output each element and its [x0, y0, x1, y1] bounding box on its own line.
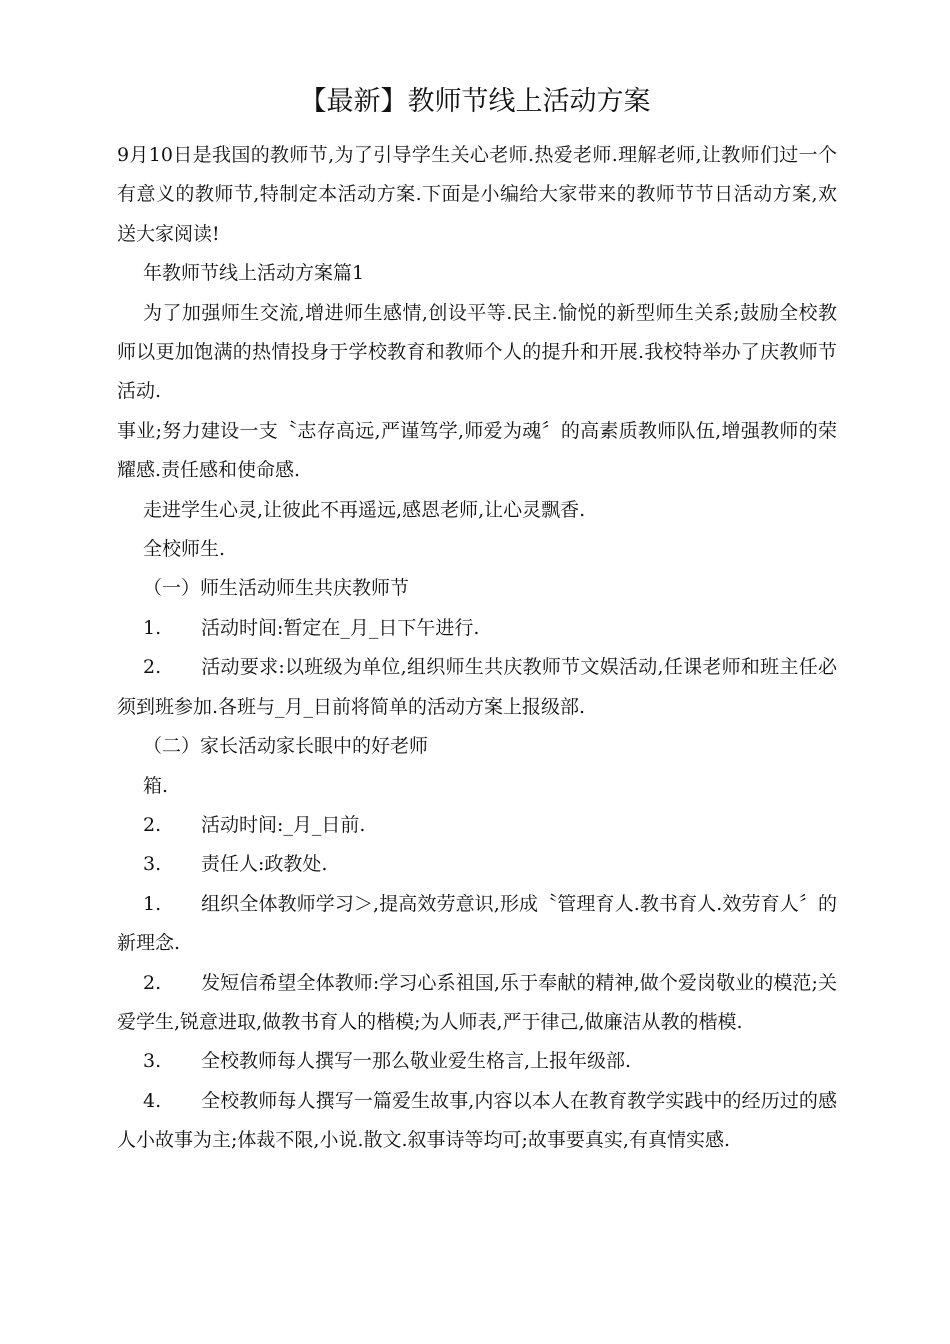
- list-item-number: 2.: [143, 813, 162, 836]
- list-item-number: 2.: [143, 971, 162, 994]
- list-item: [117, 885, 837, 964]
- list-item-number: 1.: [143, 616, 162, 639]
- document-body: [117, 136, 837, 1161]
- list-item-text: 活动时间:暂定在_月_日下午进行.: [201, 616, 480, 639]
- career-paragraph: 事业;努力建设一支〝志存高远,严谨笃学,师爱为魂〞的高素质教师队伍,增强教师的荣耀感.责任感和使命感.: [117, 419, 837, 482]
- subheading-parents: （二）家长活动家长眼中的好老师: [143, 735, 429, 758]
- box-paragraph: 箱.: [143, 774, 169, 797]
- list-item-number: 3.: [143, 853, 162, 876]
- subheading-teacher-student: （一）师生活动师生共庆教师节: [143, 577, 410, 600]
- list-item: [117, 845, 837, 884]
- list-item-number: 1.: [143, 892, 162, 915]
- list-item: [117, 609, 837, 648]
- list-item: [117, 648, 837, 727]
- list-item-number: 2.: [143, 656, 162, 679]
- list-item-text: 全校教师每人撰写一篇爱生故事,内容以本人在教育教学实践中的经历过的感人小故事为主;体裁不限,小说.散文.叙事诗等均可;故事要真实,有真情实感.: [117, 1089, 837, 1152]
- document-title: 【最新】教师节线上活动方案: [299, 86, 651, 117]
- section-heading: 年教师节线上活动方案篇1: [143, 262, 365, 285]
- list-item-text: 全校教师每人撰写一那么敬业爱生格言,上报年级部.: [201, 1050, 632, 1073]
- intro-paragraph: 9月10日是我国的教师节,为了引导学生关心老师.热爱老师.理解老师,让教师们过一个有意义的教师节,特制定本活动方案.下面是小编给大家带来的教师节节日活动方案,欢送大家阅读!: [117, 144, 837, 245]
- purpose-paragraph: 为了加强师生交流,增进师生感情,创设平等.民主.愉悦的新型师生关系;鼓励全校教师以更加饱满的热情投身于学校教育和教师个人的提升和开展.我校特举办了庆教师节活动.: [117, 301, 837, 403]
- list-item: [117, 1042, 837, 1081]
- list-item: [117, 806, 837, 845]
- list-item-text: 活动要求:以班级为单位,组织师生共庆教师节文娱活动,任课老师和班主任必须到班参加.各班与_月_日前将简单的活动方案上报级部.: [117, 656, 837, 718]
- list-item-number: 4.: [143, 1089, 162, 1112]
- target-paragraph: 全校师生.: [143, 538, 226, 561]
- list-item-text: 发短信希望全体教师:学习心系祖国,乐于奉献的精神,做个爱岗敬业的模范;关爱学生,锐意进取,做教书育人的楷模;为人师表,严于律己,做廉洁从教的楷模.: [117, 971, 837, 1033]
- list-item-text: 责任人:政教处.: [201, 853, 328, 876]
- list-item-text: 组织全体教师学习＞,提高效劳意识,形成〝管理育人.教书育人.效劳育人〞的新理念.: [117, 892, 837, 955]
- list-item: [117, 964, 837, 1043]
- list-item-number: 3.: [143, 1050, 162, 1073]
- list-item-text: 活动时间:_月_日前.: [201, 813, 366, 836]
- theme-paragraph: 走进学生心灵,让彼此不再遥远,感恩老师,让心灵飘香.: [143, 498, 586, 521]
- list-item: [117, 1082, 837, 1161]
